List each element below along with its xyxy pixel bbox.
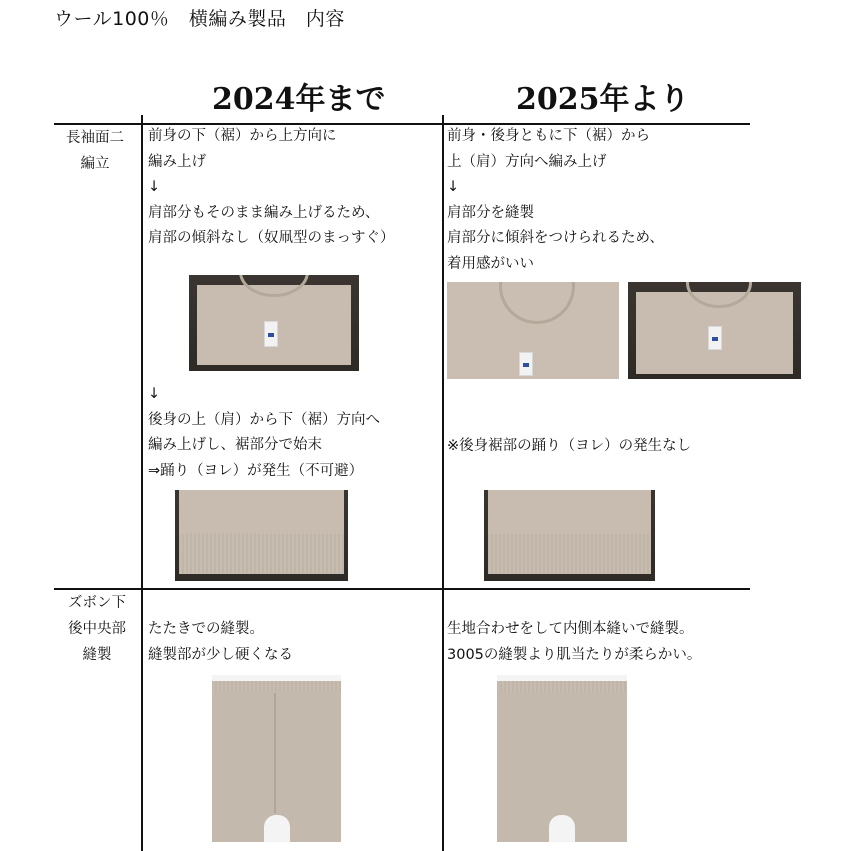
photo-shirt-front-2025 <box>628 282 801 379</box>
table-row-divider <box>54 588 750 590</box>
photo-shirt-front-2024 <box>189 275 359 371</box>
row2-after-text: 生地合わせをして内側本縫いで縫製。 3005の縫製より肌当たりが柔らかい。 <box>447 621 702 663</box>
row1-before-text-1: 前身の下（裾）から上方向に 編み上げ ↓ 肩部分もそのまま編み上げるため、 肩部の傾斜なし（奴凧型のまっすぐ） <box>148 128 395 246</box>
row2-before-text: たたきでの縫製。 縫製部が少し硬くなる <box>148 621 293 663</box>
row-label-underpants: ズボン下 後中央部 縫製 <box>68 595 126 663</box>
table-column-divider-1 <box>141 115 143 851</box>
row1-after-text-1: 前身・後身ともに下（裾）から 上（肩）方向へ編み上げ ↓ 肩部分を縫製 肩部分に傾斜をつけられるため、 着用感がいい <box>447 128 664 272</box>
table-column-divider-2 <box>442 115 444 851</box>
page-title: ウール100％ 横編み製品 内容 <box>54 8 345 30</box>
row1-before-text-2: ↓ 後身の上（肩）から下（裾）方向へ 編み上げし、裾部分で始末 ⇒踊り（ヨレ）が発生（不可避） <box>148 386 380 479</box>
column-header-after: 2025年より <box>516 82 690 117</box>
row-label-long-sleeve: 長袖面二 編立 <box>66 130 124 172</box>
photo-underpants-2025 <box>497 675 627 842</box>
row1-after-text-2: ※後身裾部の踊り（ヨレ）の発生なし <box>447 438 692 454</box>
photo-shirt-hem-2024 <box>175 490 348 581</box>
photo-shirt-neck-closeup-2025 <box>447 282 619 379</box>
column-header-before: 2024年まで <box>212 82 386 117</box>
photo-shirt-hem-2025 <box>484 490 655 581</box>
photo-underpants-2024 <box>212 675 341 842</box>
